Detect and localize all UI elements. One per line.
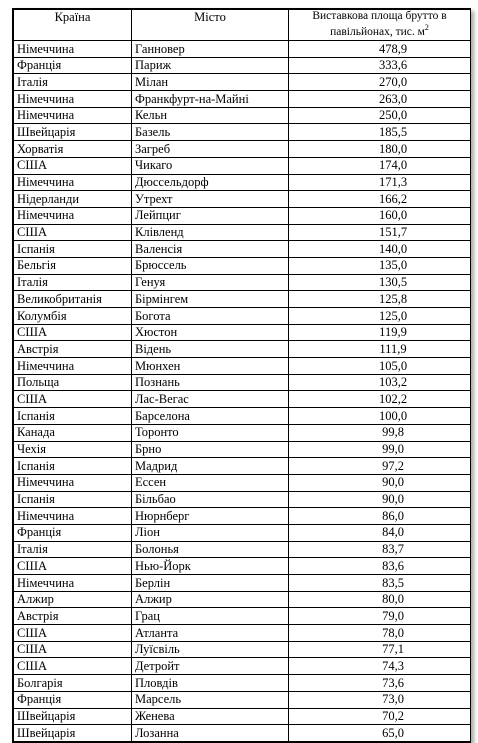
country-cell: Німеччина	[14, 474, 132, 491]
table-row	[14, 591, 471, 608]
table-row	[14, 708, 471, 725]
country-cell: Німеччина	[14, 91, 132, 108]
city-cell: Женева	[132, 708, 289, 725]
area-cell: 166,2	[289, 191, 471, 208]
country-cell: Італія	[14, 541, 132, 558]
table-row	[14, 358, 471, 375]
city-cell: Марсель	[132, 691, 289, 708]
header-area-sup: 2	[424, 23, 429, 32]
table-row	[14, 658, 471, 675]
country-cell: Великобританія	[14, 291, 132, 308]
table-row	[14, 625, 471, 642]
header-city: Місто	[132, 10, 289, 41]
city-cell: Берлін	[132, 575, 289, 592]
area-cell: 478,9	[289, 41, 471, 58]
area-cell: 70,2	[289, 708, 471, 725]
city-cell: Нюрнберг	[132, 508, 289, 525]
country-cell: Іспанія	[14, 491, 132, 508]
area-cell: 80,0	[289, 591, 471, 608]
country-cell: США	[14, 324, 132, 341]
city-cell: Ганновер	[132, 41, 289, 58]
table-row	[14, 157, 471, 174]
city-cell: Хюстон	[132, 324, 289, 341]
area-cell: 74,3	[289, 658, 471, 675]
country-cell: США	[14, 157, 132, 174]
country-cell: Австрія	[14, 608, 132, 625]
area-cell: 125,8	[289, 291, 471, 308]
country-cell: Іспанія	[14, 241, 132, 258]
city-cell: Базель	[132, 124, 289, 141]
country-cell: Німеччина	[14, 107, 132, 124]
country-cell: США	[14, 224, 132, 241]
country-cell: Франція	[14, 524, 132, 541]
area-cell: 102,2	[289, 391, 471, 408]
country-cell: Німеччина	[14, 41, 132, 58]
city-cell: Франкфурт-на-Майні	[132, 91, 289, 108]
table-row	[14, 341, 471, 358]
city-cell: Мюнхен	[132, 358, 289, 375]
table-row	[14, 141, 471, 158]
country-cell: США	[14, 625, 132, 642]
table-row	[14, 308, 471, 325]
country-cell: Іспанія	[14, 408, 132, 425]
country-cell: Алжир	[14, 591, 132, 608]
table-row	[14, 575, 471, 592]
table-row	[14, 174, 471, 191]
city-cell: Богота	[132, 308, 289, 325]
country-cell: Швейцарія	[14, 725, 132, 742]
exhibition-area-table	[13, 9, 471, 742]
city-cell: Торонто	[132, 424, 289, 441]
country-cell: Польща	[14, 374, 132, 391]
city-cell: Більбао	[132, 491, 289, 508]
table-row	[14, 241, 471, 258]
area-cell: 65,0	[289, 725, 471, 742]
table-row	[14, 74, 471, 91]
area-cell: 125,0	[289, 308, 471, 325]
area-cell: 84,0	[289, 524, 471, 541]
city-cell: Відень	[132, 341, 289, 358]
city-cell: Утрехт	[132, 191, 289, 208]
city-cell: Ліон	[132, 524, 289, 541]
city-cell: Клівленд	[132, 224, 289, 241]
area-cell: 100,0	[289, 408, 471, 425]
area-cell: 77,1	[289, 641, 471, 658]
city-cell: Лейпциг	[132, 207, 289, 224]
country-cell: Німеччина	[14, 575, 132, 592]
table-row	[14, 374, 471, 391]
country-cell: США	[14, 391, 132, 408]
city-cell: Дюссельдорф	[132, 174, 289, 191]
table-row	[14, 641, 471, 658]
table-row	[14, 391, 471, 408]
city-cell: Нью-Йорк	[132, 558, 289, 575]
table-row	[14, 491, 471, 508]
city-cell: Лозанна	[132, 725, 289, 742]
table-row	[14, 57, 471, 74]
city-cell: Алжир	[132, 591, 289, 608]
country-cell: США	[14, 641, 132, 658]
country-cell: Швейцарія	[14, 124, 132, 141]
header-area-text: Виставкова площа брутто в павільйонах, тис. м	[312, 10, 447, 38]
table-row	[14, 274, 471, 291]
table-row	[14, 41, 471, 58]
country-cell: Канада	[14, 424, 132, 441]
city-cell: Брюссель	[132, 257, 289, 274]
table-row	[14, 458, 471, 475]
area-cell: 135,0	[289, 257, 471, 274]
city-cell: Мілан	[132, 74, 289, 91]
country-cell: Нідерланди	[14, 191, 132, 208]
city-cell: Чикаго	[132, 157, 289, 174]
table-header-row	[14, 10, 471, 41]
area-cell: 73,0	[289, 691, 471, 708]
country-cell: Франція	[14, 57, 132, 74]
city-cell: Бірмінгем	[132, 291, 289, 308]
table-row	[14, 474, 471, 491]
country-cell: США	[14, 558, 132, 575]
area-cell: 99,8	[289, 424, 471, 441]
table-row	[14, 408, 471, 425]
table-row	[14, 324, 471, 341]
area-cell: 180,0	[289, 141, 471, 158]
city-cell: Лас-Вегас	[132, 391, 289, 408]
table-row	[14, 191, 471, 208]
city-cell: Познань	[132, 374, 289, 391]
area-cell: 83,6	[289, 558, 471, 575]
area-cell: 90,0	[289, 474, 471, 491]
area-cell: 99,0	[289, 441, 471, 458]
area-cell: 83,5	[289, 575, 471, 592]
city-cell: Загреб	[132, 141, 289, 158]
city-cell: Луїсвіль	[132, 641, 289, 658]
country-cell: Франція	[14, 691, 132, 708]
country-cell: Німеччина	[14, 207, 132, 224]
city-cell: Барселона	[132, 408, 289, 425]
table-row	[14, 541, 471, 558]
table-row	[14, 424, 471, 441]
area-cell: 83,7	[289, 541, 471, 558]
area-cell: 78,0	[289, 625, 471, 642]
area-cell: 185,5	[289, 124, 471, 141]
table-row	[14, 124, 471, 141]
table-body	[14, 41, 471, 742]
city-cell: Брно	[132, 441, 289, 458]
city-cell: Детройт	[132, 658, 289, 675]
table-row	[14, 224, 471, 241]
country-cell: Австрія	[14, 341, 132, 358]
country-cell: Німеччина	[14, 508, 132, 525]
area-cell: 73,6	[289, 675, 471, 692]
country-cell: США	[14, 658, 132, 675]
area-cell: 105,0	[289, 358, 471, 375]
area-cell: 86,0	[289, 508, 471, 525]
table-row	[14, 207, 471, 224]
area-cell: 103,2	[289, 374, 471, 391]
area-cell: 97,2	[289, 458, 471, 475]
city-cell: Генуя	[132, 274, 289, 291]
city-cell: Атланта	[132, 625, 289, 642]
table-row	[14, 691, 471, 708]
table-row	[14, 91, 471, 108]
city-cell: Мадрид	[132, 458, 289, 475]
city-cell: Кельн	[132, 107, 289, 124]
country-cell: Італія	[14, 74, 132, 91]
exhibition-area-table-container	[12, 8, 471, 743]
header-area	[289, 10, 471, 41]
city-cell: Париж	[132, 57, 289, 74]
table-row	[14, 725, 471, 742]
area-cell: 111,9	[289, 341, 471, 358]
country-cell: Італія	[14, 274, 132, 291]
area-cell: 140,0	[289, 241, 471, 258]
country-cell: Швейцарія	[14, 708, 132, 725]
table-row	[14, 608, 471, 625]
area-cell: 174,0	[289, 157, 471, 174]
country-cell: Болгарія	[14, 675, 132, 692]
area-cell: 333,6	[289, 57, 471, 74]
table-row	[14, 291, 471, 308]
area-cell: 151,7	[289, 224, 471, 241]
city-cell: Пловдів	[132, 675, 289, 692]
area-cell: 250,0	[289, 107, 471, 124]
area-cell: 270,0	[289, 74, 471, 91]
area-cell: 79,0	[289, 608, 471, 625]
table-row	[14, 257, 471, 274]
city-cell: Грац	[132, 608, 289, 625]
country-cell: Іспанія	[14, 458, 132, 475]
area-cell: 160,0	[289, 207, 471, 224]
table-row	[14, 558, 471, 575]
area-cell: 90,0	[289, 491, 471, 508]
table-row	[14, 508, 471, 525]
clipped-caption	[0, 0, 478, 8]
city-cell: Болонья	[132, 541, 289, 558]
country-cell: Німеччина	[14, 358, 132, 375]
area-cell: 119,9	[289, 324, 471, 341]
table-row	[14, 675, 471, 692]
country-cell: Колумбія	[14, 308, 132, 325]
country-cell: Німеччина	[14, 174, 132, 191]
header-country: Країна	[14, 10, 132, 41]
country-cell: Чехія	[14, 441, 132, 458]
country-cell: Бельгія	[14, 257, 132, 274]
table-row	[14, 441, 471, 458]
country-cell: Хорватія	[14, 141, 132, 158]
city-cell: Ессен	[132, 474, 289, 491]
table-row	[14, 524, 471, 541]
area-cell: 130,5	[289, 274, 471, 291]
area-cell: 171,3	[289, 174, 471, 191]
area-cell: 263,0	[289, 91, 471, 108]
city-cell: Валенсія	[132, 241, 289, 258]
table-row	[14, 107, 471, 124]
